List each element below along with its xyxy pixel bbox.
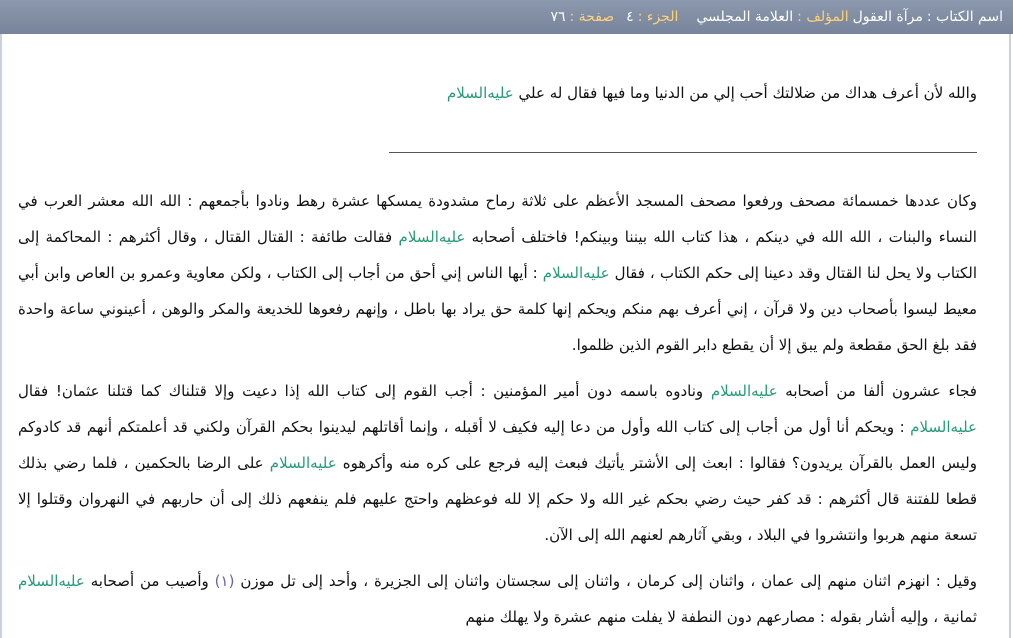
honorific: عليه‌السلام — [710, 382, 778, 400]
paragraph-2: وكان عددها خمسمائة مصحف ورفعوا مصحف المسجد الأعظم على ثلاثة رماح مشدودة يمسكها عشرة رهط ونادوا بأجمعهم : الله الله معشر العرب في النساء والبنات ، الله الله في دينكم ، هذا كتاب الله بيننا وبينكم! فاختلف أصحابه عليه‌السلام فقالت طائفة : القتال القتال ، وقال أكثرهم : المحاكمة إلى الكتاب ولا يحل لنا القتال وقد دعينا إلى حكم الكتاب ، فقال عليه‌السلام : أيها الناس إني أحق من أجاب إلى الكتاب ، ولكن معاوية وعمرو بن العاص وابن أبي معيط ليسوا بأصحاب دين ولا قرآن ، إني أعرف بهم منكم ويحكم إنها كلمة حق يراد بها باطل ، وإنهم رفعوها للخديعة والمكر والوهن ، أعينوني ساعة واحدة فقد بلغ الحق مقطعة ولم يبق إلا أن يقطع دابر القوم الذين ظلموا. — [18, 192, 978, 354]
honorific: عليه‌السلام — [398, 228, 466, 246]
book-info-header — [0, 0, 1013, 34]
part-value: ٤ — [626, 9, 634, 25]
book-name: مرآة العقول — [852, 9, 923, 25]
author-name: العلامة المجلسي — [696, 9, 794, 25]
book-label: اسم الكتاب : — [926, 9, 1003, 25]
paragraph-3: فجاء عشرون ألفا من أصحابه عليه‌السلام ونادوه باسمه دون أمير المؤمنين : أجب القوم إلى كتاب الله إذا دعيت وإلا قتلناك كما قتلنا عثمان! فقال عليه‌السلام : ويحكم أنا أول من أجاب إلى كتاب الله وأول من دعا إليه فكيف لا أقبله ، وإنما أقاتلهم ليدينوا بحكم القرآن ولكني قد أعلمتكم أنهم قد كادوكم وليس العمل بالقرآن يريدون؟ فقالوا : ابعث إلى الأشتر يأتيك فبعث إليه فرجع على كره منه وأكرهوه عليه‌السلام على الرضا بالحكمين ، فلما رضي بذلك قطعا للفتنة قال أكثرهم : قد كفر حيث رضي بحكم غير الله ولا حكم إلا لله فوعظهم واحتج عليهم فلم ينفعهم ذلك إلى أن حاربهم في النهروان وقتلوا إلا تسعة منهم هربوا وانتشروا في البلاد ، وبقي آثارهم لعنهم الله إلى الآن. — [18, 382, 977, 544]
honorific: عليه‌السلام — [269, 454, 337, 472]
separator-line — [389, 152, 977, 153]
paragraph-4: وقيل : انهزم اثنان منهم إلى عمان ، واثنان إلى كرمان ، واثنان إلى سجستان واثنان إلى الجزيرة ، وأحد إلى تل موزن (١) وأصيب من أصحابه عليه‌السلام ثمانية ، وإليه أشار بقوله : مصارعهم دون النطفة لا يفلت منهم عشرة ولا يهلك منهم — [18, 572, 977, 626]
part-label: الجزء : — [637, 9, 679, 25]
honorific: عليه‌السلام — [542, 264, 610, 282]
page-value: ٧٦ — [550, 9, 566, 25]
honorific: عليه‌السلام — [18, 572, 85, 590]
page-label: صفحة : — [569, 9, 615, 25]
author-label: المؤلف : — [797, 9, 849, 25]
paragraph-1: والله لأن أعرف هداك من ضلالتك أحب إلي من الدنيا وما فيها فقال له علي عليه‌السلام — [446, 84, 977, 102]
honorific: عليه‌السلام — [446, 84, 514, 102]
honorific: عليه‌السلام — [910, 418, 977, 436]
footnote-link[interactable]: (١) — [214, 572, 235, 590]
